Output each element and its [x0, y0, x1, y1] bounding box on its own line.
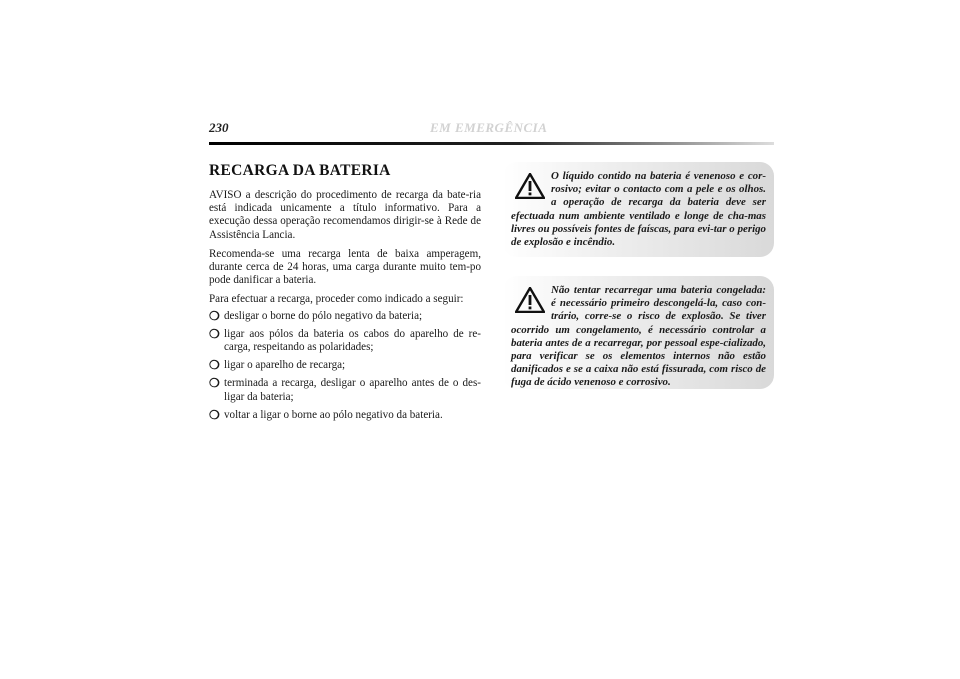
bullet-circle-icon: ❍ — [209, 376, 220, 391]
bullet-circle-icon: ❍ — [209, 407, 220, 422]
procedure-intro: Para efectuar a recarga, proceder como indicado a seguir: — [209, 293, 464, 306]
bullet-circle-icon: ❍ — [209, 358, 220, 373]
section-title: EM EMERGÊNCIA — [430, 120, 548, 135]
list-item — [209, 377, 481, 403]
warning-triangle-icon — [515, 287, 545, 313]
list-item — [209, 359, 481, 372]
warning-box-frozen — [503, 276, 774, 389]
intro-paragraph: AVISO a descrição do procedimento de recarga da bate-ria está indicada unicamente a título informativo. Para a execução dessa operação recomendamos dirigir-se à Rede de Assistência Lancia. — [209, 189, 481, 241]
list-item — [209, 310, 481, 323]
step-text: terminada a recarga, desligar o aparelho antes de o des-ligar da bateria; — [224, 377, 481, 403]
warning-box-acid — [503, 162, 774, 257]
header-rule — [209, 142, 774, 145]
step-text: ligar o aparelho de recarga; — [224, 359, 346, 372]
page-header — [209, 120, 774, 140]
list-item — [209, 328, 481, 354]
procedure-steps — [209, 310, 481, 422]
page-title: RECARGA DA BATERIA — [209, 162, 391, 179]
page-number: 230 — [209, 120, 229, 135]
warning-text: O líquido contido na bateria é venenoso e cor-rosivo; evitar o contacto com a pele e os olhos. a operação de recarga da bateria deve ser efectuada num ambiente ventilado e longe de cha-mas livres ou possíveis fontes de faíscas, para evi-tar o perigo de explosão e incêndio. — [511, 170, 766, 249]
step-text: desligar o borne do pólo negativo da bateria; — [224, 309, 423, 322]
bullet-circle-icon: ❍ — [209, 326, 220, 341]
warning-triangle-icon — [515, 173, 545, 199]
step-text: voltar a ligar o borne ao pólo negativo da bateria. — [224, 408, 443, 421]
warning-text: Não tentar recarregar uma bateria congelada: é necessário primeiro descongelá-la, caso con-trário, corre-se o risco de explosão. Se tiver ocorrido um congelamento, é necessário controlar a bateria antes de a recarregar, por pessoal espe-cializado, para verificar se os elementos internos não estão danificados e se a caixa não está fissurada, com risco de fuga de ácido venenoso e corrosivo. — [511, 284, 766, 389]
list-item — [209, 409, 481, 422]
recommendation-paragraph: Recomenda-se uma recarga lenta de baixa amperagem, durante cerca de 24 horas, uma carga durante muito tem-po pode danificar a bateria. — [209, 247, 481, 287]
step-text: ligar aos pólos da bateria os cabos do aparelho de re-carga, respeitando as polaridades; — [224, 327, 481, 354]
main-column — [209, 162, 481, 427]
bullet-circle-icon: ❍ — [209, 308, 220, 323]
